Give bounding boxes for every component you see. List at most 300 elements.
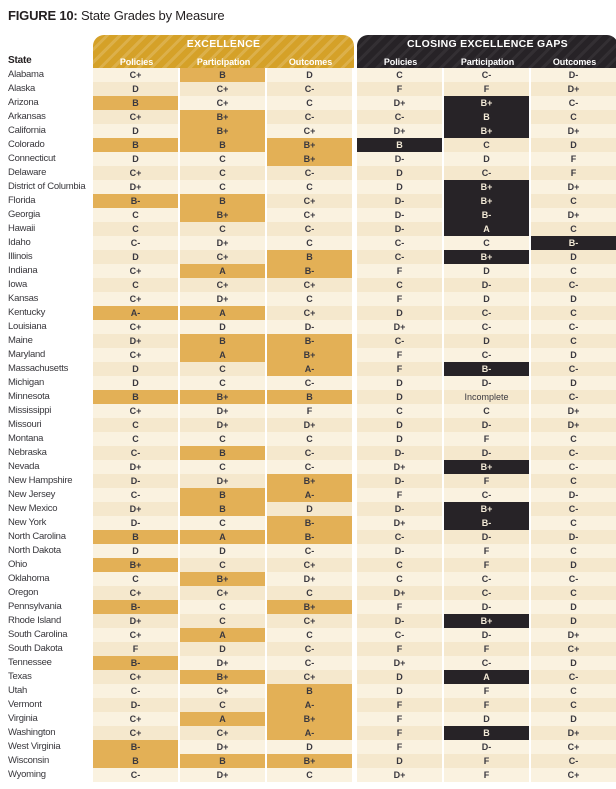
state-name: Texas	[8, 671, 32, 682]
state-name: Arkansas	[8, 111, 46, 122]
excellence-participation-header: Participation	[196, 57, 251, 67]
excellence-grade-cell: D+	[180, 404, 265, 418]
gaps-participation-header: Participation	[460, 57, 515, 67]
excellence-grade-cell: D	[180, 320, 265, 334]
excellence-grade-cell: C	[93, 208, 178, 222]
gaps-grade-cell: D-	[357, 544, 442, 558]
excellence-grade-cell: A	[180, 712, 265, 726]
gaps-grade-cell: F	[444, 698, 529, 712]
gaps-grade-cell: C	[531, 516, 616, 530]
excellence-grade-cell: C	[180, 432, 265, 446]
gaps-grade-cell: D	[444, 712, 529, 726]
gaps-grade-cell: D	[444, 152, 529, 166]
table-row	[8, 82, 616, 96]
excellence-grade-cell: A	[180, 264, 265, 278]
gaps-grade-cell: C	[531, 586, 616, 600]
excellence-grade-cell: C+	[267, 614, 352, 628]
gaps-grade-cell: D+	[357, 320, 442, 334]
excellence-grade-cell: C-	[93, 488, 178, 502]
gaps-grade-cell: D	[357, 432, 442, 446]
gaps-grade-cell: C	[357, 404, 442, 418]
excellence-grade-cell: C+	[267, 194, 352, 208]
gaps-grade-cell: D+	[531, 124, 616, 138]
excellence-grade-cell: F	[93, 642, 178, 656]
gaps-grade-cell: D+	[531, 404, 616, 418]
gaps-grade-cell: D	[531, 656, 616, 670]
excellence-grade-cell: C	[267, 292, 352, 306]
state-name: Florida	[8, 195, 36, 206]
gaps-grade-cell: B+	[444, 614, 529, 628]
state-name: Michigan	[8, 377, 45, 388]
state-name: Kansas	[8, 293, 39, 304]
gaps-grade-cell: D	[531, 138, 616, 152]
excellence-grade-cell: A	[180, 348, 265, 362]
excellence-grade-cell: B-	[93, 740, 178, 754]
gaps-grade-cell: F	[357, 712, 442, 726]
table-row	[8, 68, 616, 82]
state-name: Virginia	[8, 713, 38, 724]
gaps-grade-cell: D	[357, 670, 442, 684]
table-row	[8, 460, 616, 474]
state-name: Montana	[8, 433, 44, 444]
state-name: Idaho	[8, 237, 31, 248]
gaps-grade-cell: C	[357, 558, 442, 572]
gaps-grade-cell: D	[531, 614, 616, 628]
table-row	[8, 208, 616, 222]
excellence-grade-cell: B	[93, 530, 178, 544]
table-row	[8, 488, 616, 502]
gaps-grade-cell: C-	[531, 446, 616, 460]
state-name: Wisconsin	[8, 755, 50, 766]
state-name: North Dakota	[8, 545, 61, 556]
excellence-grade-cell: D+	[180, 292, 265, 306]
excellence-grade-cell: B+	[267, 712, 352, 726]
excellence-grade-cell: D-	[93, 698, 178, 712]
gaps-grade-cell: D-	[357, 614, 442, 628]
excellence-grade-cell: C	[93, 278, 178, 292]
table-row	[8, 474, 616, 488]
excellence-grade-cell: D+	[93, 460, 178, 474]
excellence-grade-cell: B+	[180, 208, 265, 222]
excellence-grade-cell: C-	[267, 656, 352, 670]
gaps-grade-cell: D	[357, 376, 442, 390]
table-row	[8, 362, 616, 376]
excellence-grade-cell: B+	[180, 110, 265, 124]
excellence-grade-cell: C+	[180, 82, 265, 96]
excellence-grade-cell: C	[267, 628, 352, 642]
gaps-grade-cell: D	[531, 376, 616, 390]
excellence-grade-cell: A-	[267, 362, 352, 376]
gaps-grade-cell: C	[531, 110, 616, 124]
gaps-grade-cell: D+	[531, 180, 616, 194]
gaps-grade-cell: D-	[531, 530, 616, 544]
excellence-grade-cell: C+	[180, 278, 265, 292]
gaps-grade-cell: C-	[444, 320, 529, 334]
excellence-grade-cell: C-	[267, 166, 352, 180]
excellence-grade-cell: B	[93, 96, 178, 110]
gaps-grade-cell: B-	[444, 516, 529, 530]
excellence-grade-cell: D+	[180, 474, 265, 488]
gaps-grade-cell: C	[531, 544, 616, 558]
table-row	[8, 152, 616, 166]
table-row	[8, 726, 616, 740]
gaps-grade-cell: B-	[444, 208, 529, 222]
gaps-grade-cell: C+	[531, 740, 616, 754]
excellence-grade-cell: D	[93, 376, 178, 390]
excellence-grade-cell: C	[180, 362, 265, 376]
gaps-grade-cell: F	[444, 754, 529, 768]
gaps-grade-cell: C-	[531, 460, 616, 474]
excellence-grade-cell: B+	[267, 138, 352, 152]
gaps-grade-cell: C	[444, 404, 529, 418]
excellence-grade-cell: B	[93, 754, 178, 768]
excellence-grade-cell: C+	[93, 320, 178, 334]
gaps-grade-cell: C	[357, 68, 442, 82]
excellence-grade-cell: D+	[93, 334, 178, 348]
table-row	[8, 628, 616, 642]
table-row	[8, 698, 616, 712]
state-name: Oklahoma	[8, 573, 50, 584]
gaps-grade-cell: D+	[357, 96, 442, 110]
gaps-grade-cell: F	[357, 698, 442, 712]
gaps-grade-cell: D	[444, 292, 529, 306]
table-row	[8, 194, 616, 208]
table-row	[8, 278, 616, 292]
table-row	[8, 180, 616, 194]
gaps-grade-cell: B+	[444, 194, 529, 208]
gaps-grade-cell: D-	[444, 446, 529, 460]
excellence-grade-cell: C	[180, 152, 265, 166]
excellence-grade-cell: D+	[267, 418, 352, 432]
excellence-grade-cell: B	[180, 446, 265, 460]
gaps-grade-cell: F	[357, 642, 442, 656]
excellence-grade-cell: C+	[93, 628, 178, 642]
state-name: Kentucky	[8, 307, 46, 318]
state-name: Illinois	[8, 251, 33, 262]
gaps-grade-cell: D-	[444, 278, 529, 292]
table-row	[8, 292, 616, 306]
gaps-grade-cell: B	[444, 726, 529, 740]
state-name: Hawaii	[8, 223, 36, 234]
table-row	[8, 166, 616, 180]
excellence-grade-cell: A-	[267, 698, 352, 712]
excellence-grade-cell: B	[267, 250, 352, 264]
gaps-grade-cell: D+	[531, 628, 616, 642]
excellence-grade-cell: C+	[93, 726, 178, 740]
excellence-grade-cell: C	[180, 180, 265, 194]
gaps-grade-cell: C-	[444, 586, 529, 600]
gaps-grade-cell: D	[357, 684, 442, 698]
table-row	[8, 250, 616, 264]
state-name: Nebraska	[8, 447, 47, 458]
gaps-grade-cell: C-	[357, 530, 442, 544]
excellence-grade-cell: B+	[180, 124, 265, 138]
excellence-grade-cell: B	[180, 194, 265, 208]
excellence-grade-cell: B	[180, 334, 265, 348]
state-name: New Hampshire	[8, 475, 73, 486]
gaps-grade-cell: D	[531, 558, 616, 572]
gaps-grade-cell: C	[531, 306, 616, 320]
gaps-grade-cell: C-	[444, 656, 529, 670]
excellence-grade-cell: D-	[93, 474, 178, 488]
state-name: Tennessee	[8, 657, 52, 668]
gaps-grade-cell: D-	[357, 502, 442, 516]
gaps-grade-cell: D-	[357, 194, 442, 208]
excellence-grade-cell: D-	[93, 516, 178, 530]
excellence-grade-cell: C-	[267, 110, 352, 124]
excellence-grade-cell: C+	[93, 68, 178, 82]
gaps-grade-cell: D-	[357, 152, 442, 166]
state-name: District of Columbia	[8, 181, 86, 192]
gaps-grade-cell: D+	[531, 418, 616, 432]
gaps-grade-cell: C+	[531, 642, 616, 656]
gaps-grade-cell: D-	[444, 600, 529, 614]
excellence-grade-cell: C+	[267, 208, 352, 222]
table-row	[8, 376, 616, 390]
gaps-grade-cell: C	[531, 334, 616, 348]
excellence-grade-cell: A	[180, 628, 265, 642]
table-row	[8, 656, 616, 670]
table-row	[8, 348, 616, 362]
excellence-grade-cell: B-	[267, 516, 352, 530]
gaps-grade-cell: D+	[357, 460, 442, 474]
table-row	[8, 502, 616, 516]
state-name: Massachusetts	[8, 363, 69, 374]
gaps-grade-cell: C	[531, 432, 616, 446]
state-name: South Carolina	[8, 629, 68, 640]
gaps-grade-cell: F	[357, 362, 442, 376]
excellence-grade-cell: C	[267, 586, 352, 600]
state-name: Maine	[8, 335, 33, 346]
excellence-grade-cell: D+	[93, 180, 178, 194]
excellence-grade-cell: B+	[180, 670, 265, 684]
excellence-grade-cell: C+	[93, 348, 178, 362]
table-row	[8, 222, 616, 236]
gaps-grade-cell: D-	[444, 530, 529, 544]
state-name: Rhode Island	[8, 615, 61, 626]
excellence-policies-header: Policies	[119, 57, 154, 67]
gaps-grade-cell: D+	[531, 208, 616, 222]
excellence-subheaders	[93, 57, 354, 67]
excellence-grade-cell: B	[180, 488, 265, 502]
excellence-grade-cell: A-	[267, 488, 352, 502]
excellence-grade-cell: F	[267, 404, 352, 418]
excellence-grade-cell: D+	[180, 656, 265, 670]
gaps-grade-cell: C	[444, 138, 529, 152]
excellence-grade-cell: D	[267, 740, 352, 754]
table-row	[8, 642, 616, 656]
gaps-grade-cell: C-	[357, 250, 442, 264]
excellence-grade-cell: C	[93, 222, 178, 236]
excellence-grade-cell: C+	[93, 264, 178, 278]
gaps-grade-cell: F	[531, 152, 616, 166]
excellence-grade-cell: D	[93, 544, 178, 558]
gaps-grade-cell: D	[444, 334, 529, 348]
gaps-grade-cell: B+	[444, 460, 529, 474]
excellence-grade-cell: C	[267, 180, 352, 194]
table-row	[8, 572, 616, 586]
excellence-grade-cell: C+	[267, 278, 352, 292]
gaps-grade-cell: D-	[444, 376, 529, 390]
gaps-grade-cell: D+	[357, 516, 442, 530]
excellence-grade-cell: C	[267, 432, 352, 446]
excellence-grade-cell: C+	[93, 586, 178, 600]
excellence-grade-cell: D+	[180, 768, 265, 782]
gaps-grade-cell: C-	[444, 166, 529, 180]
gaps-grade-cell: C	[531, 222, 616, 236]
table-row	[8, 530, 616, 544]
state-name: Mississippi	[8, 405, 52, 416]
gaps-grade-cell: D	[357, 180, 442, 194]
excellence-grade-cell: C-	[93, 684, 178, 698]
excellence-grade-cell: D	[267, 68, 352, 82]
gaps-grade-cell: C	[531, 264, 616, 278]
gaps-grade-cell: F	[531, 166, 616, 180]
table-row	[8, 712, 616, 726]
gaps-grade-cell: C-	[357, 334, 442, 348]
gaps-grade-cell: C-	[531, 390, 616, 404]
excellence-grade-cell: D-	[267, 320, 352, 334]
table-row	[8, 754, 616, 768]
excellence-grade-cell: C+	[93, 404, 178, 418]
excellence-grade-cell: D+	[93, 614, 178, 628]
excellence-grade-cell: B+	[267, 474, 352, 488]
excellence-grade-cell: C	[180, 698, 265, 712]
table-row	[8, 684, 616, 698]
excellence-grade-cell: B+	[267, 348, 352, 362]
state-name: Louisiana	[8, 321, 47, 332]
excellence-grade-cell: C	[180, 222, 265, 236]
excellence-grade-cell: B	[180, 754, 265, 768]
gaps-grade-cell: D	[357, 390, 442, 404]
gaps-grade-cell: C-	[531, 362, 616, 376]
gaps-grade-cell: D	[531, 292, 616, 306]
excellence-grade-cell: D+	[180, 418, 265, 432]
gaps-grade-cell: F	[357, 82, 442, 96]
gaps-grade-cell: B	[357, 138, 442, 152]
gaps-grade-cell: A	[444, 222, 529, 236]
table-row	[8, 740, 616, 754]
table-row	[8, 600, 616, 614]
gaps-grade-cell: B-	[531, 236, 616, 250]
excellence-grade-cell: C+	[93, 292, 178, 306]
excellence-grade-cell: C+	[180, 96, 265, 110]
excellence-grade-cell: C-	[267, 82, 352, 96]
table-row	[8, 236, 616, 250]
excellence-grade-cell: C-	[267, 446, 352, 460]
gaps-grade-cell: C	[357, 278, 442, 292]
gaps-grade-cell: C	[531, 684, 616, 698]
excellence-grade-cell: C-	[267, 222, 352, 236]
excellence-grade-cell: B	[267, 684, 352, 698]
excellence-grade-cell: C-	[267, 642, 352, 656]
gaps-grade-cell: D+	[357, 586, 442, 600]
table-row	[8, 320, 616, 334]
excellence-grade-cell: D	[93, 82, 178, 96]
gaps-grade-cell: C-	[444, 68, 529, 82]
gaps-grade-cell: D-	[531, 68, 616, 82]
excellence-grade-cell: C	[93, 432, 178, 446]
gaps-grade-cell: B+	[444, 124, 529, 138]
excellence-grade-cell: C	[267, 96, 352, 110]
excellence-grade-cell: D+	[180, 740, 265, 754]
gaps-grade-cell: C	[531, 194, 616, 208]
gaps-grade-cell: D-	[444, 628, 529, 642]
excellence-grade-cell: B-	[267, 334, 352, 348]
gaps-grade-cell: D-	[357, 208, 442, 222]
state-name: Colorado	[8, 139, 45, 150]
state-name: Maryland	[8, 349, 46, 360]
excellence-grade-cell: C+	[93, 110, 178, 124]
gaps-grade-cell: C-	[444, 306, 529, 320]
gaps-grade-cell: A	[444, 670, 529, 684]
state-name: Vermont	[8, 699, 42, 710]
excellence-grade-cell: C	[180, 600, 265, 614]
gaps-grade-cell: C-	[531, 754, 616, 768]
excellence-grade-cell: A	[180, 530, 265, 544]
excellence-grade-cell: B-	[267, 264, 352, 278]
excellence-grade-cell: B	[93, 138, 178, 152]
gaps-grade-cell: C-	[357, 628, 442, 642]
gaps-grade-cell: C-	[444, 348, 529, 362]
state-name: North Carolina	[8, 531, 66, 542]
gaps-grade-cell: B+	[444, 502, 529, 516]
gaps-grade-cell: B+	[444, 96, 529, 110]
excellence-grade-cell: D+	[267, 572, 352, 586]
table-row	[8, 110, 616, 124]
excellence-grade-cell: B+	[180, 390, 265, 404]
gaps-grade-cell: D-	[444, 740, 529, 754]
excellence-group-title: EXCELLENCE	[186, 38, 261, 50]
excellence-grade-cell: D	[93, 250, 178, 264]
state-name: Alaska	[8, 83, 36, 94]
gaps-grade-cell: Incomplete	[444, 390, 529, 404]
state-name: Pennsylvania	[8, 601, 62, 612]
excellence-grade-cell: B	[180, 502, 265, 516]
table-row	[8, 586, 616, 600]
gaps-grade-cell: C	[531, 698, 616, 712]
table-row	[8, 264, 616, 278]
state-name: Georgia	[8, 209, 41, 220]
table-row	[8, 96, 616, 110]
state-name: Minnesota	[8, 391, 50, 402]
gaps-grade-cell: F	[444, 432, 529, 446]
excellence-grade-cell: D	[180, 544, 265, 558]
excellence-grade-cell: B	[93, 390, 178, 404]
state-grades-table	[8, 35, 616, 782]
table-row	[8, 558, 616, 572]
gaps-grade-cell: F	[444, 82, 529, 96]
table-row	[8, 670, 616, 684]
excellence-grade-cell: B-	[267, 530, 352, 544]
gaps-grade-cell: D-	[531, 488, 616, 502]
gaps-grade-cell: D+	[357, 768, 442, 782]
excellence-grade-cell: A-	[267, 726, 352, 740]
table-row	[8, 404, 616, 418]
figure-label: FIGURE 10:	[8, 8, 78, 23]
table-row	[8, 544, 616, 558]
excellence-grade-cell: C	[93, 418, 178, 432]
excellence-header-group	[93, 35, 354, 68]
gaps-grade-cell: F	[444, 642, 529, 656]
excellence-grade-cell: C+	[267, 558, 352, 572]
figure-title-row	[8, 8, 616, 23]
gaps-grade-cell: F	[357, 600, 442, 614]
excellence-grade-cell: B+	[93, 558, 178, 572]
excellence-grade-cell: B	[180, 138, 265, 152]
gaps-grade-cell: F	[357, 488, 442, 502]
excellence-grade-cell: C+	[267, 670, 352, 684]
